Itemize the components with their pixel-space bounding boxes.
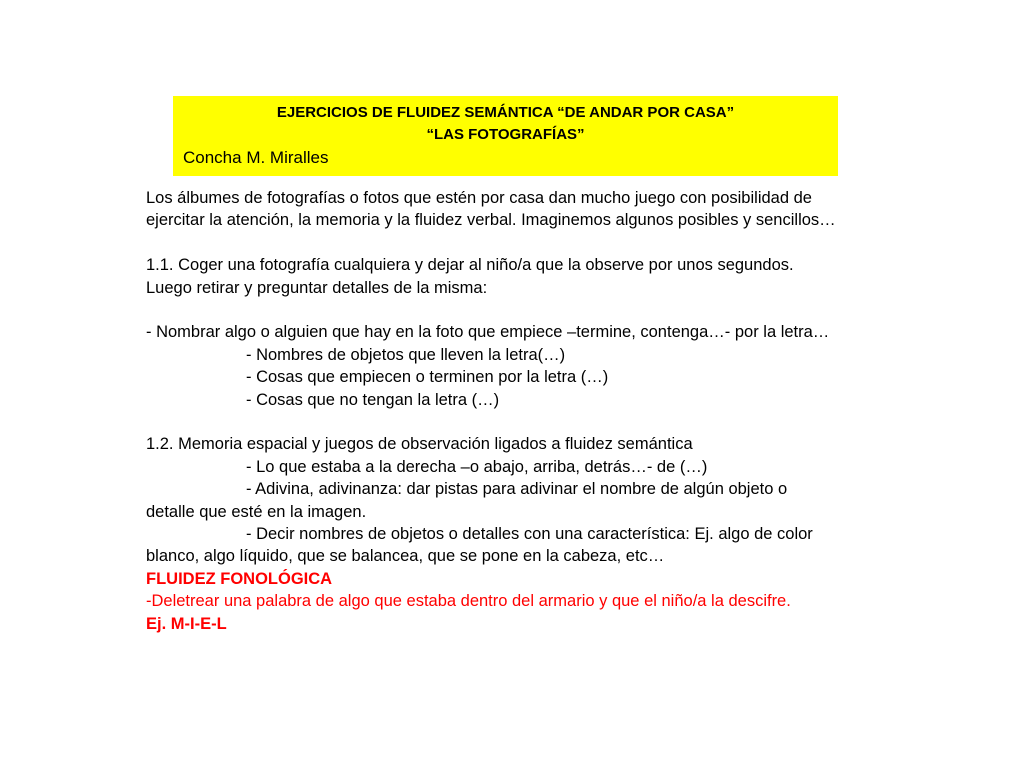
sub-item-adivina-continuation: detalle que esté en la imagen. xyxy=(146,502,367,521)
sub-item-caracteristica: - Decir nombres de objetos o detalles con una característica: Ej. algo de color xyxy=(246,525,813,544)
spacer xyxy=(146,411,886,433)
fluidez-fonologica-heading: FLUIDEZ FONOLÓGICA xyxy=(146,569,333,588)
spacer xyxy=(146,299,886,321)
sub-item-empiecen: - Cosas que empiecen o terminen por la letra (…) xyxy=(246,368,609,387)
sub-item-caracteristica-continuation: blanco, algo líquido, que se balancea, que se pone en la cabeza, etc… xyxy=(146,547,665,566)
document-subtitle: “LAS FOTOGRAFÍAS” xyxy=(426,126,585,143)
section-1-1-line-2: Luego retirar y preguntar detalles de la misma: xyxy=(146,278,488,297)
document-title: EJERCICIOS DE FLUIDEZ SEMÁNTICA “DE ANDAR POR CASA” xyxy=(276,104,735,121)
title-banner xyxy=(173,96,838,176)
section-1-1-line-1: 1.1. Coger una fotografía cualquiera y dejar al niño/a que la observe por unos segundos. xyxy=(146,256,794,275)
sub-item-no-tengan: - Cosas que no tengan la letra (…) xyxy=(246,390,500,409)
author-name: Concha M. Miralles xyxy=(183,148,329,167)
fluidez-fonologica-text: -Deletrear una palabra de algo que estaba dentro del armario y que el niño/a la descifre. xyxy=(146,592,791,611)
sub-item-adivina: - Adivina, adivinanza: dar pistas para adivinar el nombre de algún objeto o xyxy=(246,480,788,499)
fluidez-fonologica-example: Ej. M-I-E-L xyxy=(146,614,227,633)
nombrar-item: - Nombrar algo o alguien que hay en la foto que empiece –termine, contenga…- por la letra… xyxy=(146,323,830,342)
intro-paragraph-line-1: Los álbumes de fotografías o fotos que estén por casa dan mucho juego con posibilidad de xyxy=(146,189,812,207)
sub-item-derecha: - Lo que estaba a la derecha –o abajo, arriba, detrás…- de (…) xyxy=(246,457,708,476)
spacer xyxy=(146,232,886,254)
document-body xyxy=(146,187,886,635)
sub-item-nombres: - Nombres de objetos que lleven la letra(…) xyxy=(246,345,566,364)
section-1-2-heading: 1.2. Memoria espacial y juegos de observación ligados a fluidez semántica xyxy=(146,435,693,454)
intro-paragraph-line-2: ejercitar la atención, la memoria y la fluidez verbal. Imaginemos algunos posibles y sencillos… xyxy=(146,211,836,230)
